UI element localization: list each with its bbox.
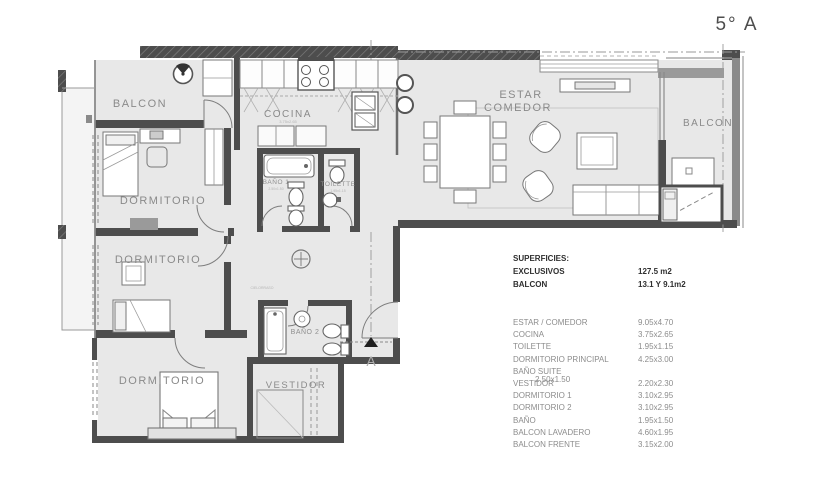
balcony-dorm1-wall [95,120,204,128]
room-label-dormitorio-1: DORMITORIO [119,195,207,207]
kitchen-sink [352,92,378,130]
plan-note: CIELORRASO [250,286,274,290]
table-row: BAÑO 1.95x1.50 [513,415,674,425]
stove [298,57,334,90]
table-row: VESTIDOR 2.20x2.30 [513,379,674,389]
headboard [148,428,236,439]
right-outer-wall [732,58,740,226]
bano2-toilet-tank [341,325,349,338]
dresser [130,218,158,230]
room-label-balcon-right: BALCON [682,118,734,129]
room-label-dormitorio-2: DORMITORIO [114,254,202,266]
room-label-cocina: COCINA [264,109,312,120]
room-label-dormitorio-principal: DORMITORIO [118,375,206,387]
laundry [660,186,722,223]
table-row: BAÑO SUITE 2.50x1.50 [513,366,571,384]
superficies-heading: SUPERFICIES: [513,254,570,263]
exclusivos-value: 127.5 m2 [638,267,672,276]
table-row: ESTAR / COMEDOR 9.05x4.70 [513,318,674,327]
bano2-sink [294,311,310,327]
bar-stool [397,97,413,113]
section-letter: A [366,353,376,369]
bano2-bidet [323,343,341,355]
toilette-sink [323,193,337,207]
top-party-wall [140,46,398,58]
balcony-sill [658,68,724,78]
plan-title: 5° A [715,14,759,35]
table-row: TOILETTE 1.95x1.15 [513,342,674,352]
kitchen-west-wall [234,58,240,150]
room-dim-cocina: 3.75x2.65 [279,119,297,124]
room-label-bano-1: BAÑO 1 [262,179,290,186]
superficies-table [513,252,813,451]
room-dim-toilette: 1.95x1.15 [330,189,346,193]
toilet [289,188,303,206]
room-label-comedor: COMEDOR [484,102,552,114]
table-row: COCINA 3.75x2.65 [513,330,674,340]
balcon-sup-label: BALCON [513,280,548,289]
bano1-toilette-divider [318,154,324,226]
exclusivos-label: EXCLUSIVOS [513,267,565,276]
table-row: BALCON FRENTE 3.15x2.00 [513,440,674,450]
table-row: DORMITORIO 1 3.10x2.95 [513,391,674,401]
table-row: BALCON LAVADERO 4.60x1.95 [513,427,674,437]
bidet [289,210,303,226]
room-label-balcon-left: BALCON [112,98,168,110]
balcon-sup-value: 13.1 Y 9.1m2 [638,280,686,289]
room-label-bano-2: BAÑO 2 [290,329,320,336]
room-label-estar: ESTAR [499,89,543,101]
room-label-toilette: TOILETTE [320,181,356,188]
balcon-sup-row [513,278,813,291]
vestidor-west-wall [247,364,253,443]
bano2-toilet [323,324,341,338]
room-dim-bano-1: 2.50x1.50 [268,187,284,191]
table-row: DORMITORIO 2 3.10x2.95 [513,403,674,413]
left-balcony-strip [62,88,95,330]
bar-stool [397,75,413,91]
exclusivos-row [513,265,813,278]
coffee-table [577,133,617,169]
toilet-tank [288,182,304,188]
table-row: DORMITORIO PRINCIPAL 4.25x3.00 [513,354,674,364]
estar-window [540,56,658,72]
dining-table [440,116,490,188]
room-label-vestidor: VESTIDOR [265,380,327,391]
hall-south-wall [247,357,400,364]
